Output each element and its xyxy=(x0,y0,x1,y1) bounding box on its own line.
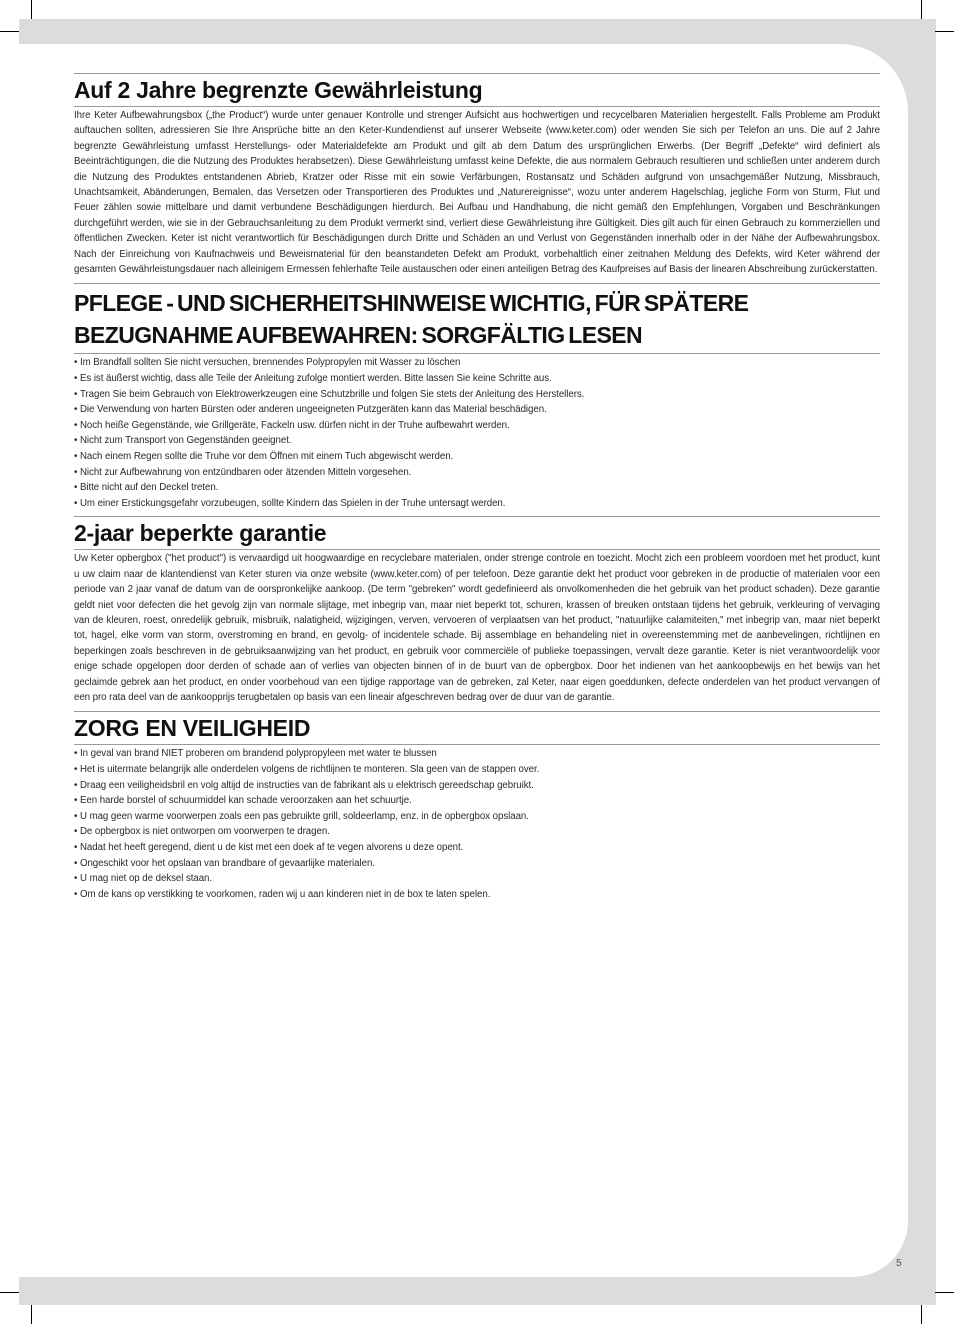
document-content xyxy=(74,73,880,907)
crop-mark xyxy=(935,1292,954,1293)
section-title-de-warranty: Auf 2 Jahre begrenzte Gewährleistung xyxy=(74,73,880,107)
list-item: • Een harde borstel of schuurmiddel kan schade veroorzaken aan het schuurtje. xyxy=(74,793,880,809)
list-item: • U mag niet op de deksel staan. xyxy=(74,871,880,887)
list-item: • Nadat het heeft geregend, dient u de kist met een doek af te vegen alvorens u deze opent. xyxy=(74,840,880,856)
page-number: 5 xyxy=(896,1258,902,1269)
list-nl-care xyxy=(74,746,880,902)
paragraph-nl-warranty: Uw Keter opbergbox ("het product") is vervaardigd uit hoogwaardige en recyclebare materialen, onder strenge controle en toezicht. Mocht zich een probleem voordoen met het product, kunt u uw claim naar de klantendienst van Keter sturen via onze website (www.keter.com) of per telefoon. Deze garantie dekt het product voor gebreken in de productie of materialen voor een periode van 2 jaar vanaf de datum van de oorspronkelijke aankoop. (De term "gebreken" wordt gedefinieerd als onvolkomenheden die het gebruik van het product schaden). Deze garantie geldt niet voor defecten die het gevolg zijn van normale slijtage, met inbegrip van, maar niet beperkt tot, schuren, krassen of breuken ontstaan tijdens het gebruik, verkleuring of vervaging van de kleuren, roest, onredelijk gebruik, misbruik, nalatigheid, wijzigingen, verven, vervoeren of verplaatsen van het product, "natuurlijke calamiteiten," met inbegrip van, maar niet beperkt tot, hagel, elke vorm van storm, overstroming en brand, en gevolg- of incidentele schade. Bij assemblage en behandeling niet in overeenstemming met de aanbevelingen, richtlijnen en beperkingen zoals beschreven in de gebruiksaanwijzing van het product, en gebruik voor commerciële of publieke toepassingen, vervalt deze garantie. Keter is niet verantwoordelijk voor enige schade opgelopen door derden of schade aan of verlies van objecten binnen of in de buurt van de opbergbox. Door het indienen van het aankoopbewijs en het bewijs van het geclaimde gebrek aan het product, en onder voorbehoud van een tijdige rapportage van de gebreken, zal Keter, naar eigen goeddunken, defecte onderdelen van het product vervangen of een pro rata deel van de aankoopprijs terugbetalen op basis van een lineair afgeschreven bedrag over de duur van de garantie. xyxy=(74,553,880,704)
list-item: • Bitte nicht auf den Deckel treten. xyxy=(74,480,880,496)
crop-mark xyxy=(0,31,19,32)
list-item: • Die Verwendung von harten Bürsten oder anderen ungeeigneten Putzgeräten kann das Material beschädigen. xyxy=(74,402,880,418)
list-item: • Om de kans op verstikking te voorkomen, raden wij u aan kinderen niet in de box te laten spelen. xyxy=(74,887,880,903)
list-item: • In geval van brand NIET proberen om brandend polypropyleen met water te blussen xyxy=(74,746,880,762)
list-item: • Ongeschikt voor het opslaan van brandbare of gevaarlijke materialen. xyxy=(74,856,880,872)
list-item: • Nicht zur Aufbewahrung von entzündbaren oder ätzenden Mitteln vorgesehen. xyxy=(74,465,880,481)
crop-mark xyxy=(31,1305,32,1324)
crop-mark xyxy=(921,0,922,19)
list-item: • Um einer Erstickungsgefahr vorzubeugen, sollte Kindern das Spielen in der Truhe untersagt werden. xyxy=(74,496,880,512)
list-item: • Draag een veiligheidsbril en volg altijd de instructies van de fabrikant als u elektrisch gereedschap gebruikt. xyxy=(74,778,880,794)
list-de-care xyxy=(74,355,880,511)
list-item: • Het is uitermate belangrijk alle onderdelen volgens de richtlijnen te monteren. Sla geen van de stappen over. xyxy=(74,762,880,778)
list-item: • U mag geen warme voorwerpen zoals een pas gebruikte grill, soldeerlamp, enz. in de opbergbox opslaan. xyxy=(74,809,880,825)
list-item: • Noch heiße Gegenstände, wie Grillgeräte, Fackeln usw. dürfen nicht in der Truhe aufbewahrt werden. xyxy=(74,418,880,434)
crop-mark xyxy=(0,1292,19,1293)
section-title-nl-care: ZORG EN VEILIGHEID xyxy=(74,711,880,745)
list-item: • De opbergbox is niet ontworpen om voorwerpen te dragen. xyxy=(74,824,880,840)
crop-mark xyxy=(935,31,954,32)
section-title-nl-warranty: 2-jaar beperkte garantie xyxy=(74,516,880,550)
paragraph-de-warranty: Ihre Keter Aufbewahrungsbox („the Product“) wurde unter genauer Kontrolle und strenger Aufsicht aus hochwertigen und recycelbaren Materialien hergestellt. Falls Probleme am Produkt auftauchen sollten, adressieren Sie Ihre Ansprüche bitte an den Keter-Kundendienst auf unserer Webseite (www.keter.com) oder wenden Sie sich per Telefon an uns. Die auf 2 Jahre begrenzte Gewährleistung umfasst Herstellungs- oder Materialdefekte am Produkt und gilt ab dem Datum des ursprünglichen Erwerbs. (Der Begriff „Defekte“ wird definiert als Beeinträchtigungen, die die Nutzung des Produktes herabsetzen). Diese Gewährleistung umfasst keine Defekte, die aus normalem Gebrauch resultieren und schließen unter anderem durch die Nutzung des Produktes entstandenen Abrieb, Kratzer oder Risse mit ein sowie Verfärbungen, Rostansatz und Schäden aufgrund von unsachgemäßer Nutzung, Missbrauch, Unachtsamkeit, Abänderungen, Bemalen, das Versetzen oder Transportieren des Produktes und „Naturereignisse“, wozu unter anderem Hagelschlag, jegliche Form von Sturm, Flut und Feuer zählen sowie mittelbare und damit verbundene Beschädigungen hierdurch. Bei Aufbau und Handhabung, die nicht gemäß den Empfehlungen, Vorgaben und Beschränkungen durchgeführt werden, wie sie in der Gebrauchsanleitung zu dem Produkt vermerkt sind, verliert diese Gewährleistung ihre Gültigkeit. Dies gilt auch für einen Gebrauch zu kommerziellen und öffentlichen Zwecken. Keter ist nicht verantwortlich für Beschädigungen durch Dritte und Schäden an und Verlust von Gegenständen innerhalb oder in der Nähe der Aufbewahrungsbox. Nach der Einreichung von Kaufnachweis und Beweismaterial für den beanstandeten Defekt am Produkt, vorbehaltlich einer zeitnahen Meldung des Defekts, wird Keter während der gesamten Gewährleistungsdauer nach alleinigem Ermessen fehlerhafte Teile austauschen oder einen anteiligen Betrag des Kaufpreises auf Basis der linearen Abschreibung zurückerstatten. xyxy=(74,110,880,276)
list-item: • Nicht zum Transport von Gegenständen geeignet. xyxy=(74,433,880,449)
section-title-de-care: PFLEGE - UND SICHERHEITSHINWEISE WICHTIG, FÜR SPÄTERE BEZUGNAHME AUFBEWAHREN: SORGFÄLTIG LESEN xyxy=(74,283,880,354)
crop-mark xyxy=(31,0,32,19)
list-item: • Tragen Sie beim Gebrauch von Elektrowerkzeugen eine Schutzbrille und folgen Sie stets der Anleitung des Herstellers. xyxy=(74,387,880,403)
crop-mark xyxy=(921,1305,922,1324)
list-item: • Im Brandfall sollten Sie nicht versuchen, brennendes Polypropylen mit Wasser zu löschen xyxy=(74,355,880,371)
list-item: • Nach einem Regen sollte die Truhe vor dem Öffnen mit einem Tuch abgewischt werden. xyxy=(74,449,880,465)
list-item: • Es ist äußerst wichtig, dass alle Teile der Anleitung zufolge montiert werden. Bitte lassen Sie keine Schritte aus. xyxy=(74,371,880,387)
